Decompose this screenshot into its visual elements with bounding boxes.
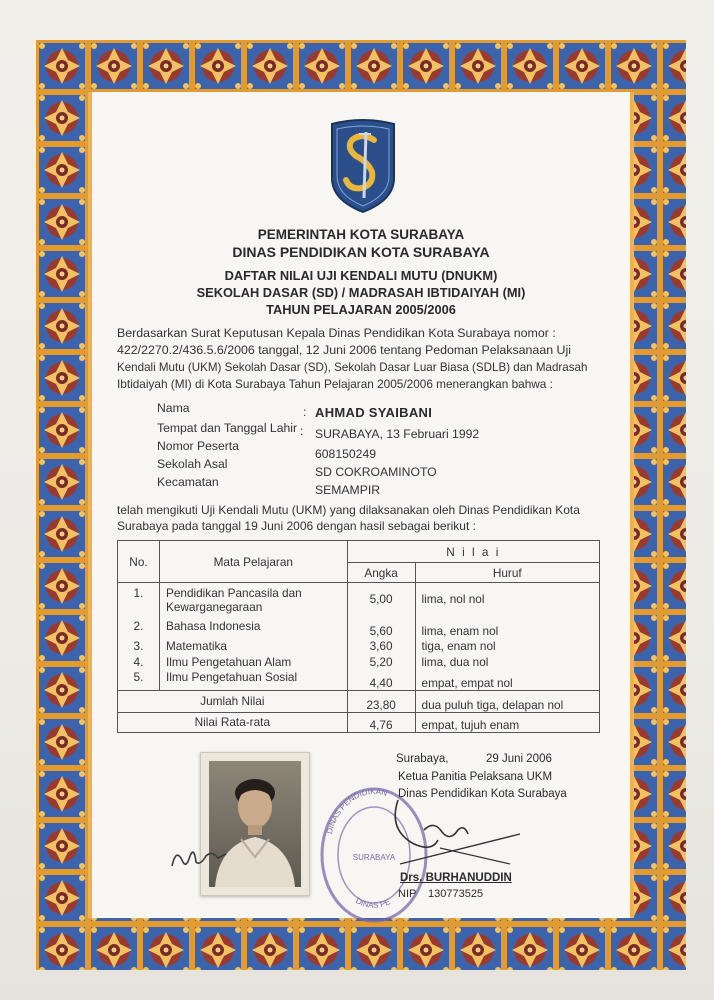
label-name: Nama [157, 401, 190, 415]
row-number: 5,00 [347, 583, 415, 615]
row-words: lima, nol nol [415, 583, 599, 615]
average-label: Nilai Rata-rata [118, 712, 348, 732]
label-birth: Tempat dan Tanggal Lahir [157, 421, 298, 435]
average-number: 4,76 [347, 712, 415, 732]
row-no: 4. [118, 654, 160, 670]
label-district: Kecamatan [157, 475, 219, 489]
signatory-nip-label: NIP [398, 888, 417, 900]
signatory-nip: 130773525 [428, 888, 484, 900]
intro-line-1: Berdasarkan Surat Keputusan Kepala Dinas Pendidikan Kota Surabaya nomor : [117, 326, 556, 340]
official-signature-icon [380, 790, 530, 880]
header-department: DINAS PENDIDIKAN KOTA SURABAYA [232, 244, 490, 260]
row-subject: Matematika [159, 638, 347, 654]
grades-table [117, 540, 600, 733]
row-no: 3. [118, 638, 160, 654]
header-document-title: DAFTAR NILAI UJI KENDALI MUTU (DNUKM) [224, 268, 498, 283]
table-row [118, 583, 600, 615]
intro-line-4: Ibtidaiyah (MI) di Kota Surabaya Tahun Pelajaran 2005/2006 menerangkan bahwa : [117, 377, 553, 391]
stamp-top-text: DINAS PENDIDIKAN [324, 786, 389, 835]
row-words: lima, dua nol [415, 654, 599, 670]
row-number: 5,60 [347, 614, 415, 638]
header-school-level: SEKOLAH DASAR (SD) / MADRASAH IBTIDAIYAH (MI) [196, 285, 526, 300]
total-row [118, 690, 600, 712]
header-number: Angka [347, 563, 415, 583]
row-words: empat, empat nol [415, 670, 599, 690]
row-no: 1. [118, 583, 160, 615]
student-birth: SURABAYA, 13 Februari 1992 [315, 427, 480, 441]
header-no: No. [118, 541, 160, 583]
row-number: 5,20 [347, 654, 415, 670]
header-government: PEMERINTAH KOTA SURABAYA [257, 227, 465, 242]
label-participant-number: Nomor Peserta [157, 439, 239, 453]
row-subject: Pendidikan Pancasila dan [165, 586, 302, 600]
signature-role-1: Ketua Panitia Pelaksana UKM [398, 771, 553, 783]
row-words: tiga, enam nol [415, 638, 599, 654]
header-academic-year: TAHUN PELAJARAN 2005/2006 [266, 302, 456, 317]
statement-line-1: telah mengikuti Uji Kendali Mutu (UKM) yang dilaksanakan oleh Dinas Pendidikan Kota [117, 503, 580, 517]
row-no: 5. [118, 670, 160, 690]
table-row [118, 654, 600, 670]
header-score: N i l a i [347, 541, 599, 563]
student-district: SEMAMPIR [315, 483, 381, 497]
total-number: 23,80 [347, 690, 415, 712]
row-subject-cont: Kewarganegaraan [165, 600, 263, 614]
row-words: lima, enam nol [415, 614, 599, 638]
signatory-name: Drs. BURHANUDDIN [400, 872, 512, 884]
stamp-center-text: SURABAYA [352, 853, 396, 862]
surabaya-emblem-icon [328, 118, 398, 214]
row-number: 3,60 [347, 638, 415, 654]
student-name: AHMAD SYAIBANI [315, 405, 433, 420]
header-subject: Mata Pelajaran [159, 541, 347, 583]
intro-line-3: Kendali Mutu (UKM) Sekolah Dasar (SD), Sekolah Dasar Luar Biasa (SDLB) dan Madrasah [117, 361, 588, 374]
student-school: SD COKROAMINOTO [315, 465, 437, 479]
stamp-bottom-text: DINAS PE [354, 896, 392, 910]
colon-name: : [303, 405, 307, 419]
row-number: 4,40 [347, 670, 415, 690]
average-words: empat, tujuh enam [415, 712, 599, 732]
label-school: Sekolah Asal [157, 457, 228, 471]
row-subject: Bahasa Indonesia [159, 614, 347, 638]
signature-role-2: Dinas Pendidikan Kota Surabaya [398, 788, 567, 800]
header-words: Huruf [415, 563, 599, 583]
total-label: Jumlah Nilai [118, 690, 348, 712]
row-subject: Ilmu Pengetahuan Sosial [159, 670, 347, 690]
row-no: 2. [118, 614, 160, 638]
colon-birth: : [300, 424, 304, 438]
row-subject: Ilmu Pengetahuan Alam [159, 654, 347, 670]
student-signature-icon [168, 836, 230, 876]
student-participant-number: 608150249 [315, 447, 377, 461]
average-row [118, 712, 600, 732]
table-row [118, 670, 600, 690]
signature-date: 29 Juni 2006 [486, 753, 552, 765]
statement-line-2: Surabaya pada tanggal 19 Juni 2006 dengan hasil sebagai berikut : [117, 519, 476, 533]
svg-text:DINAS PE [354, 896, 392, 910]
table-row [118, 638, 600, 654]
total-words: dua puluh tiga, delapan nol [415, 690, 599, 712]
signature-place: Surabaya, [396, 753, 449, 765]
intro-line-2: 422/2270.2/436.5.6/2006 tanggal, 12 Juni 2006 tentang Pedoman Pelaksanaan Uji [117, 343, 571, 357]
table-row [118, 614, 600, 638]
